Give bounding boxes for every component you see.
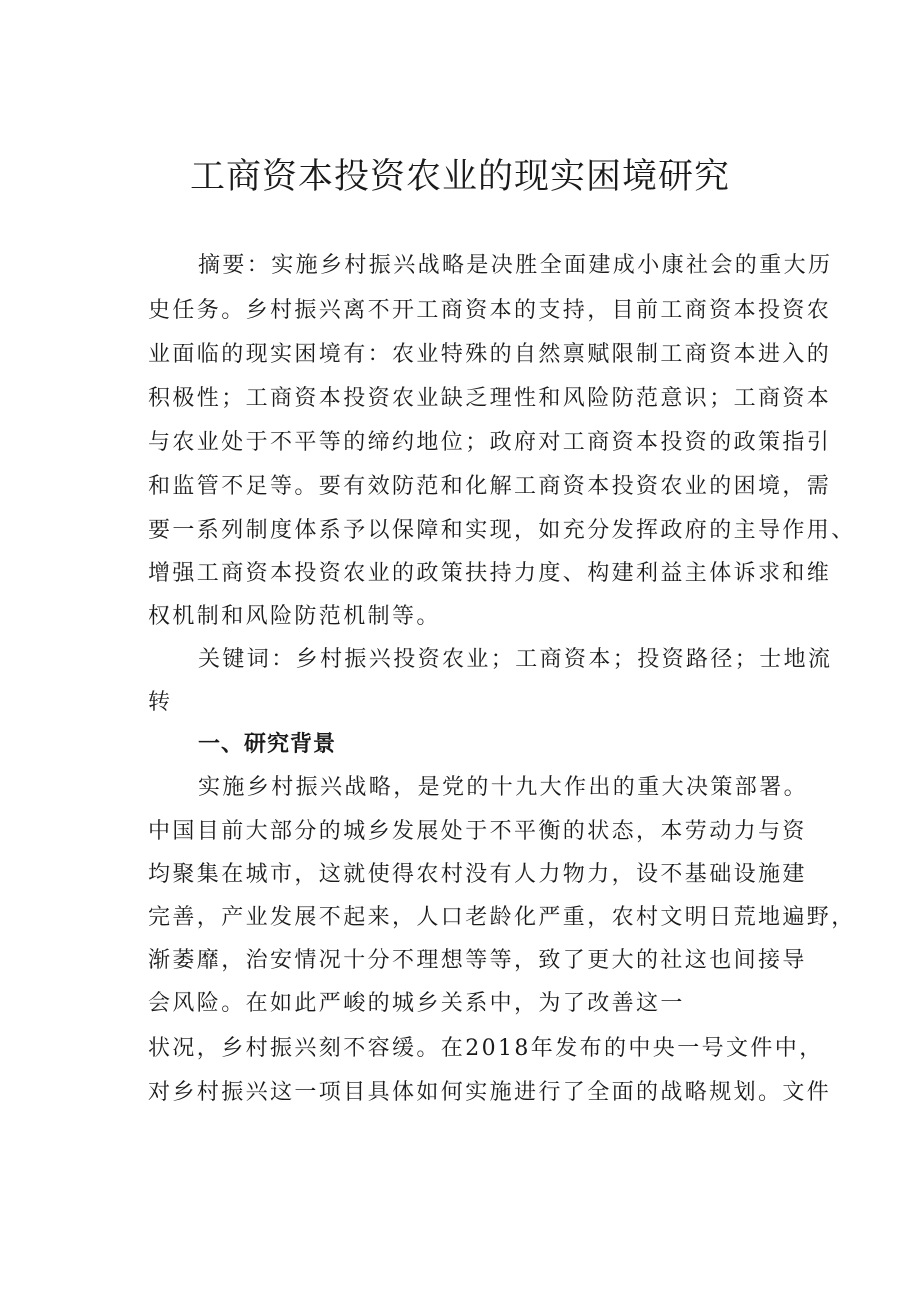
- body-line: 中国目前大部分的城乡发展处于不平衡的状态，本劳动力与资: [148, 819, 807, 844]
- abstract-line: 和监管不足等。要有效防范和化解工商资本投资农业的困境，需: [148, 474, 832, 499]
- abstract-line: 摘要：实施乡村振兴战略是决胜全面建成小康社会的重大历: [198, 253, 833, 278]
- section-heading: 一、研究背景: [198, 732, 337, 757]
- abstract-line: 业面临的现实困境有：农业特殊的自然禀赋限制工商资本进入的: [148, 342, 832, 367]
- body-line: 渐萎靡，治安情况十分不理想等等，致了更大的社这也间接导: [148, 948, 807, 973]
- document-title: 工商资本投资农业的现实困境研究: [189, 157, 730, 197]
- abstract-line: 积极性；工商资本投资农业缺乏理性和风险防范意识；工商资本: [148, 386, 832, 411]
- keywords-line: 转: [148, 690, 173, 715]
- keywords-line: 关键词：乡村振兴投资农业；工商资本；投资路径；士地流: [198, 647, 833, 672]
- abstract-line: 权机制和风险防范机制等。: [148, 604, 441, 629]
- abstract-line: 与农业处于不平等的缔约地位；政府对工商资本投资的政策指引: [148, 430, 832, 455]
- body-line: 均聚集在城市，这就使得农村没有人力物力，设不基础设施建: [148, 862, 807, 887]
- body-line: 对乡村振兴这一项目具体如何实施进行了全面的战略规划。文件: [148, 1080, 832, 1105]
- abstract-line: 要一系列制度体系予以保障和实现，如充分发挥政府的主导作用、: [148, 518, 856, 543]
- body-line: 实施乡村振兴战略，是党的十九大作出的重大决策部署。: [198, 775, 809, 800]
- body-line: 状况，乡村振兴刻不容缓。在2018年发布的中央一号文件中，: [148, 1036, 824, 1061]
- body-line: 会风险。在如此严峻的城乡关系中，为了改善这一: [148, 991, 685, 1016]
- body-line: 完善，产业发展不起来，人口老龄化严重，农村文明日荒地遍野，: [148, 905, 856, 930]
- abstract-line: 增强工商资本投资农业的政策扶持力度、构建利益主体诉求和维: [148, 561, 832, 586]
- abstract-line: 史任务。乡村振兴离不开工商资本的支持，目前工商资本投资农: [148, 298, 832, 323]
